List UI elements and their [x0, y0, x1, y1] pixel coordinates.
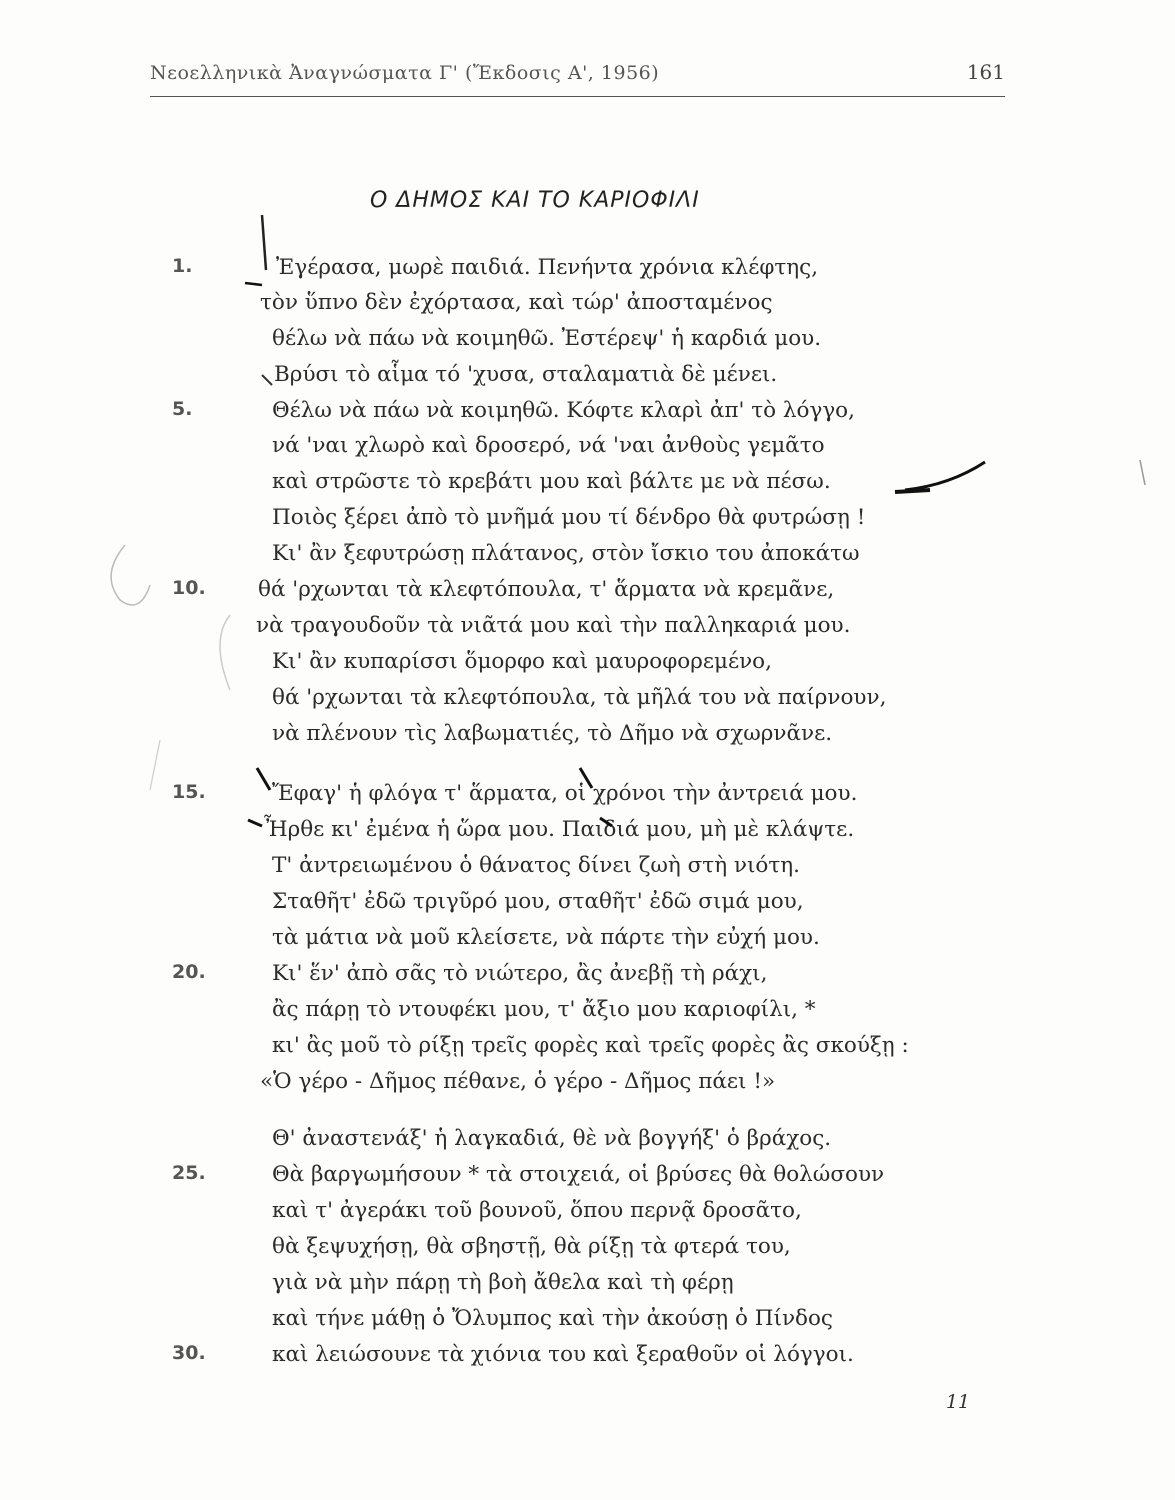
line-text: θέλω νὰ πάω νὰ κοιμηθῶ. Ἐστέρεψ' ἡ καρδιά μου.	[272, 326, 822, 351]
running-header	[150, 62, 1005, 97]
line-text: Θὰ βαργωμήσουν * τὰ στοιχειά, οἱ βρύσες θὰ θολώσουν	[272, 1162, 885, 1187]
poem-line	[0, 362, 1175, 398]
line-number: 15.	[172, 781, 206, 803]
line-text: καὶ τήνε μάθῃ ὁ Ὄλυμπος καὶ τὴν ἀκούσῃ ὁ Πίνδος	[272, 1306, 833, 1331]
line-text: Ἦρθε κι' ἐμένα ἡ ὥρα μου. Παιδιά μου, μὴ μὲ κλάψτε.	[264, 817, 855, 842]
line-text: Σταθῆτ' ἐδῶ τριγῦρό μου, σταθῆτ' ἐδῶ σιμά μου,	[272, 889, 804, 914]
line-text: νὰ τραγουδοῦν τὰ νιᾶτά μου καὶ τὴν παλληκαριά μου.	[256, 613, 851, 638]
line-text: Κι' ἕν' ἀπὸ σᾶς τὸ νιώτερο, ἂς ἀνεβῇ τὴ ράχι,	[272, 961, 768, 986]
poem-line	[0, 577, 1175, 613]
poem-line	[0, 889, 1175, 925]
line-text: ἂς πάρῃ τὸ ντουφέκι μου, τ' ἄξιο μου καριοφίλι, *	[272, 997, 816, 1022]
line-number: 30.	[172, 1342, 206, 1364]
line-text: Θέλω νὰ πάω νὰ κοιμηθῶ. Κόφτε κλαρὶ ἀπ' τὸ λόγγο,	[272, 398, 855, 423]
line-text: γιὰ νὰ μὴν πάρῃ τὴ βοὴ ἄθελα καὶ τὴ φέρῃ	[272, 1270, 734, 1295]
line-text: Ποιὸς ξέρει ἀπὸ τὸ μνῆμά μου τί δένδρο θὰ φυτρώσῃ !	[272, 505, 866, 530]
poem-line	[0, 613, 1175, 649]
poem-line	[0, 505, 1175, 541]
poem-line	[0, 817, 1175, 853]
poem-title: Ο ΔΗΜΟΣ ΚΑΙ ΤΟ ΚΑΡΙΟΦΙΛΙ	[370, 188, 700, 213]
poem-line	[0, 541, 1175, 577]
poem-line	[0, 1270, 1175, 1306]
line-number: 20.	[172, 961, 206, 983]
poem-line	[0, 1234, 1175, 1270]
signature-number: 11	[945, 1391, 970, 1413]
poem-line	[0, 781, 1175, 817]
poem-line	[0, 853, 1175, 889]
poem-line	[0, 961, 1175, 997]
line-text: καὶ τ' ἀγεράκι τοῦ βουνοῦ, ὅπου περνᾷ δροσᾶτο,	[272, 1198, 802, 1223]
book-title: Νεοελληνικὰ Ἀναγνώσματα Γ' (Ἔκδοσις Α', 1956)	[150, 62, 660, 84]
poem-line	[0, 1342, 1175, 1378]
poem-line	[0, 1162, 1175, 1198]
poem-line	[0, 326, 1175, 362]
poem-line	[0, 255, 1175, 291]
line-text: κι' ἂς μοῦ τὸ ρίξῃ τρεῖς φορὲς καὶ τρεῖς φορὲς ἂς σκούξῃ :	[272, 1033, 909, 1058]
line-text: θά 'ρχωνται τὰ κλεφτόπουλα, τ' ἅρματα νὰ κρεμᾶνε,	[258, 577, 835, 602]
poem-line	[0, 1126, 1175, 1162]
line-text: Ἐγέρασα, μωρὲ παιδιά. Πενήντα χρόνια κλέφτης,	[276, 255, 819, 280]
line-text: τὰ μάτια νὰ μοῦ κλείσετε, νὰ πάρτε τὴν εὐχή μου.	[272, 925, 820, 950]
line-text: «Ὁ γέρο - Δῆμος πέθανε, ὁ γέρο - Δῆμος πάει !»	[260, 1069, 776, 1094]
line-text: Τ' ἀντρειωμένου ὁ θάνατος δίνει ζωὴ στὴ νιότη.	[272, 853, 800, 878]
line-text: Θ' ἀναστενάξ' ἡ λαγκαδιά, θὲ νὰ βογγήξ' ὁ βράχος.	[272, 1126, 832, 1151]
poem-line	[0, 433, 1175, 469]
line-text: καὶ στρῶστε τὸ κρεβάτι μου καὶ βάλτε με νὰ πέσω.	[272, 469, 831, 494]
line-number: 1.	[172, 255, 193, 277]
line-text: Κι' ἂν ξεφυτρώσῃ πλάτανος, στὸν ἴσκιο του ἀποκάτω	[272, 541, 860, 566]
line-number: 5.	[172, 398, 193, 420]
poem-line	[0, 469, 1175, 505]
line-text: Ἔφαγ' ἡ φλόγα τ' ἅρματα, οἱ χρόνοι τὴν ἀντρειά μου.	[272, 781, 858, 806]
poem-line	[0, 1069, 1175, 1105]
poem-line	[0, 290, 1175, 326]
poem-line	[0, 685, 1175, 721]
line-number: 10.	[172, 577, 206, 599]
line-text: τὸν ὕπνο δὲν ἐχόρτασα, καὶ τώρ' ἀποσταμένος	[260, 290, 773, 315]
poem-line	[0, 997, 1175, 1033]
line-text: νὰ πλένουν τὶς λαβωματιές, τὸ Δῆμο νὰ σχωρνᾶνε.	[272, 721, 833, 746]
line-text: νά 'ναι χλωρὸ καὶ δροσερό, νά 'ναι ἀνθοὺς γεμᾶτο	[272, 433, 825, 458]
line-text: Κι' ἂν κυπαρίσσι ὅμορφο καὶ μαυροφορεμένο,	[272, 649, 772, 674]
line-text: θὰ ξεψυχήσῃ, θὰ σβηστῇ, θὰ ρίξῃ τὰ φτερά του,	[272, 1234, 791, 1259]
poem-line	[0, 398, 1175, 434]
line-text: Βρύσι τὸ αἷμα τό 'χυσα, σταλαματιὰ δὲ μένει.	[274, 362, 778, 387]
poem-line	[0, 1198, 1175, 1234]
poem-line	[0, 1306, 1175, 1342]
poem-line	[0, 649, 1175, 685]
line-text: καὶ λειώσουνε τὰ χιόνια του καὶ ξεραθοῦν οἱ λόγγοι.	[272, 1342, 854, 1367]
poem-line	[0, 1033, 1175, 1069]
page-number: 161	[966, 60, 1005, 84]
poem-line	[0, 721, 1175, 757]
poem-line	[0, 925, 1175, 961]
line-text: θά 'ρχωνται τὰ κλεφτόπουλα, τὰ μῆλά του νὰ παίρνουν,	[272, 685, 887, 710]
line-number: 25.	[172, 1162, 206, 1184]
